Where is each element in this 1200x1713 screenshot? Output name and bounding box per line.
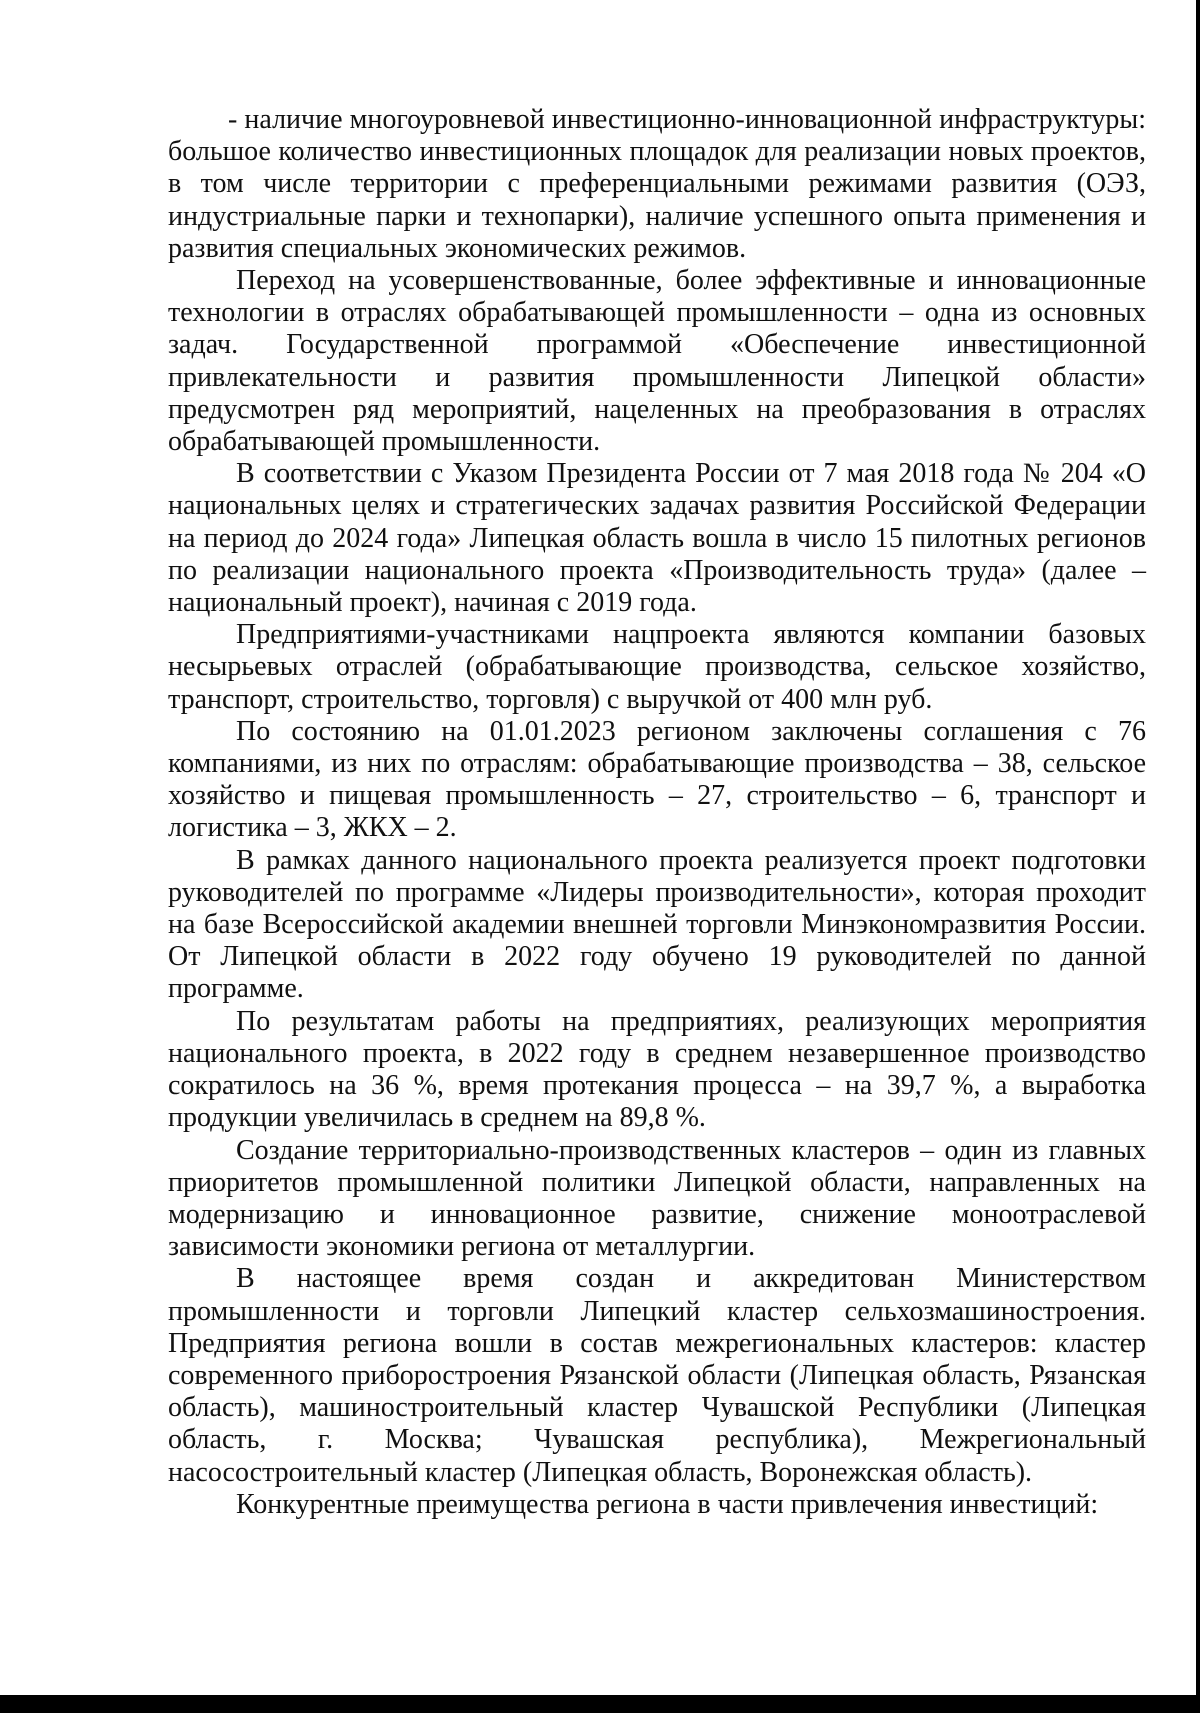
- scan-right-edge: [1196, 0, 1200, 1713]
- document-body: [168, 104, 1146, 1521]
- paragraph-participants: Предприятиями-участниками нацпроекта являются компании базовых несырьевых отраслей (обрабатывающие производства, сельское хозяйство, транспорт, строительство, торговля) с выручкой от 400 млн руб.: [168, 619, 1146, 715]
- paragraph-technologies: Переход на усовершенствованные, более эффективные и инновационные технологии в отраслях обрабатывающей промышленности – одна из основных задач. Государственной программой «Обеспечение инвестиционной привлекательности и развития промышленности Липецкой области» предусмотрен ряд мероприятий, нацеленных на преобразования в отраслях обрабатывающей промышленности.: [168, 265, 1146, 458]
- paragraph-presidential-decree: В соответствии с Указом Президента России от 7 мая 2018 года № 204 «О национальных целях и стратегических задачах развития Российской Федерации на период до 2024 года» Липецкая область вошла в число 15 пилотных регионов по реализации национального проекта «Производительность труда» (далее – национальный проект), начиная с 2019 года.: [168, 458, 1146, 619]
- paragraph-results: По результатам работы на предприятиях, реализующих мероприятия национального проекта, в 2022 году в среднем незавершенное производство сократилось на 36 %, время протекания процесса – на 39,7 %, а выработка продукции увеличилась в среднем на 89,8 %.: [168, 1005, 1146, 1134]
- scan-bottom-edge: [0, 1695, 1200, 1713]
- paragraph-agreements: По состоянию на 01.01.2023 регионом заключены соглашения с 76 компаниями, из них по отраслям: обрабатывающие производства – 38, сельское хозяйство и пищевая промышленность – 27, строительство – 6, транспорт и логистика – 3, ЖКХ – 2.: [168, 715, 1146, 844]
- paragraph-leaders-program: В рамках данного национального проекта реализуется проект подготовки руководителей по программе «Лидеры производительности», которая проходит на базе Всероссийской академии внешней торговли Минэкономразвития России. От Липецкой области в 2022 году обучено 19 руководителей по данной программе.: [168, 844, 1146, 1005]
- paragraph-clusters: Создание территориально-производственных кластеров – один из главных приоритетов промышленной политики Липецкой области, направленных на модернизацию и инновационное развитие, снижение моноотраслевой зависимости экономики региона от металлургии.: [168, 1134, 1146, 1263]
- paragraph-competitive-advantages: Конкурентные преимущества региона в части привлечения инвестиций:: [236, 1488, 1099, 1520]
- paragraph-accredited-cluster: В настоящее время создан и аккредитован Министерством промышленности и торговли Липецкий кластер сельхозмашиностроения. Предприятия региона вошли в состав межрегиональных кластеров: кластер современного приборостроения Рязанской области (Липецкая область, Рязанская область), машиностроительный кластер Чувашской Республики (Липецкая область, г. Москва; Чувашская республика), Межрегиональный насосостроительный кластер (Липецкая область, Воронежская область).: [168, 1263, 1146, 1488]
- paragraph-infrastructure: - наличие многоуровневой инвестиционно-инновационной инфраструктуры: большое количество инвестиционных площадок для реализации новых проектов, в том числе территории с преференциальными режимами развития (ОЭЗ, индустриальные парки и технопарки), наличие успешного опыта применения и развития специальных экономических режимов.: [168, 104, 1146, 264]
